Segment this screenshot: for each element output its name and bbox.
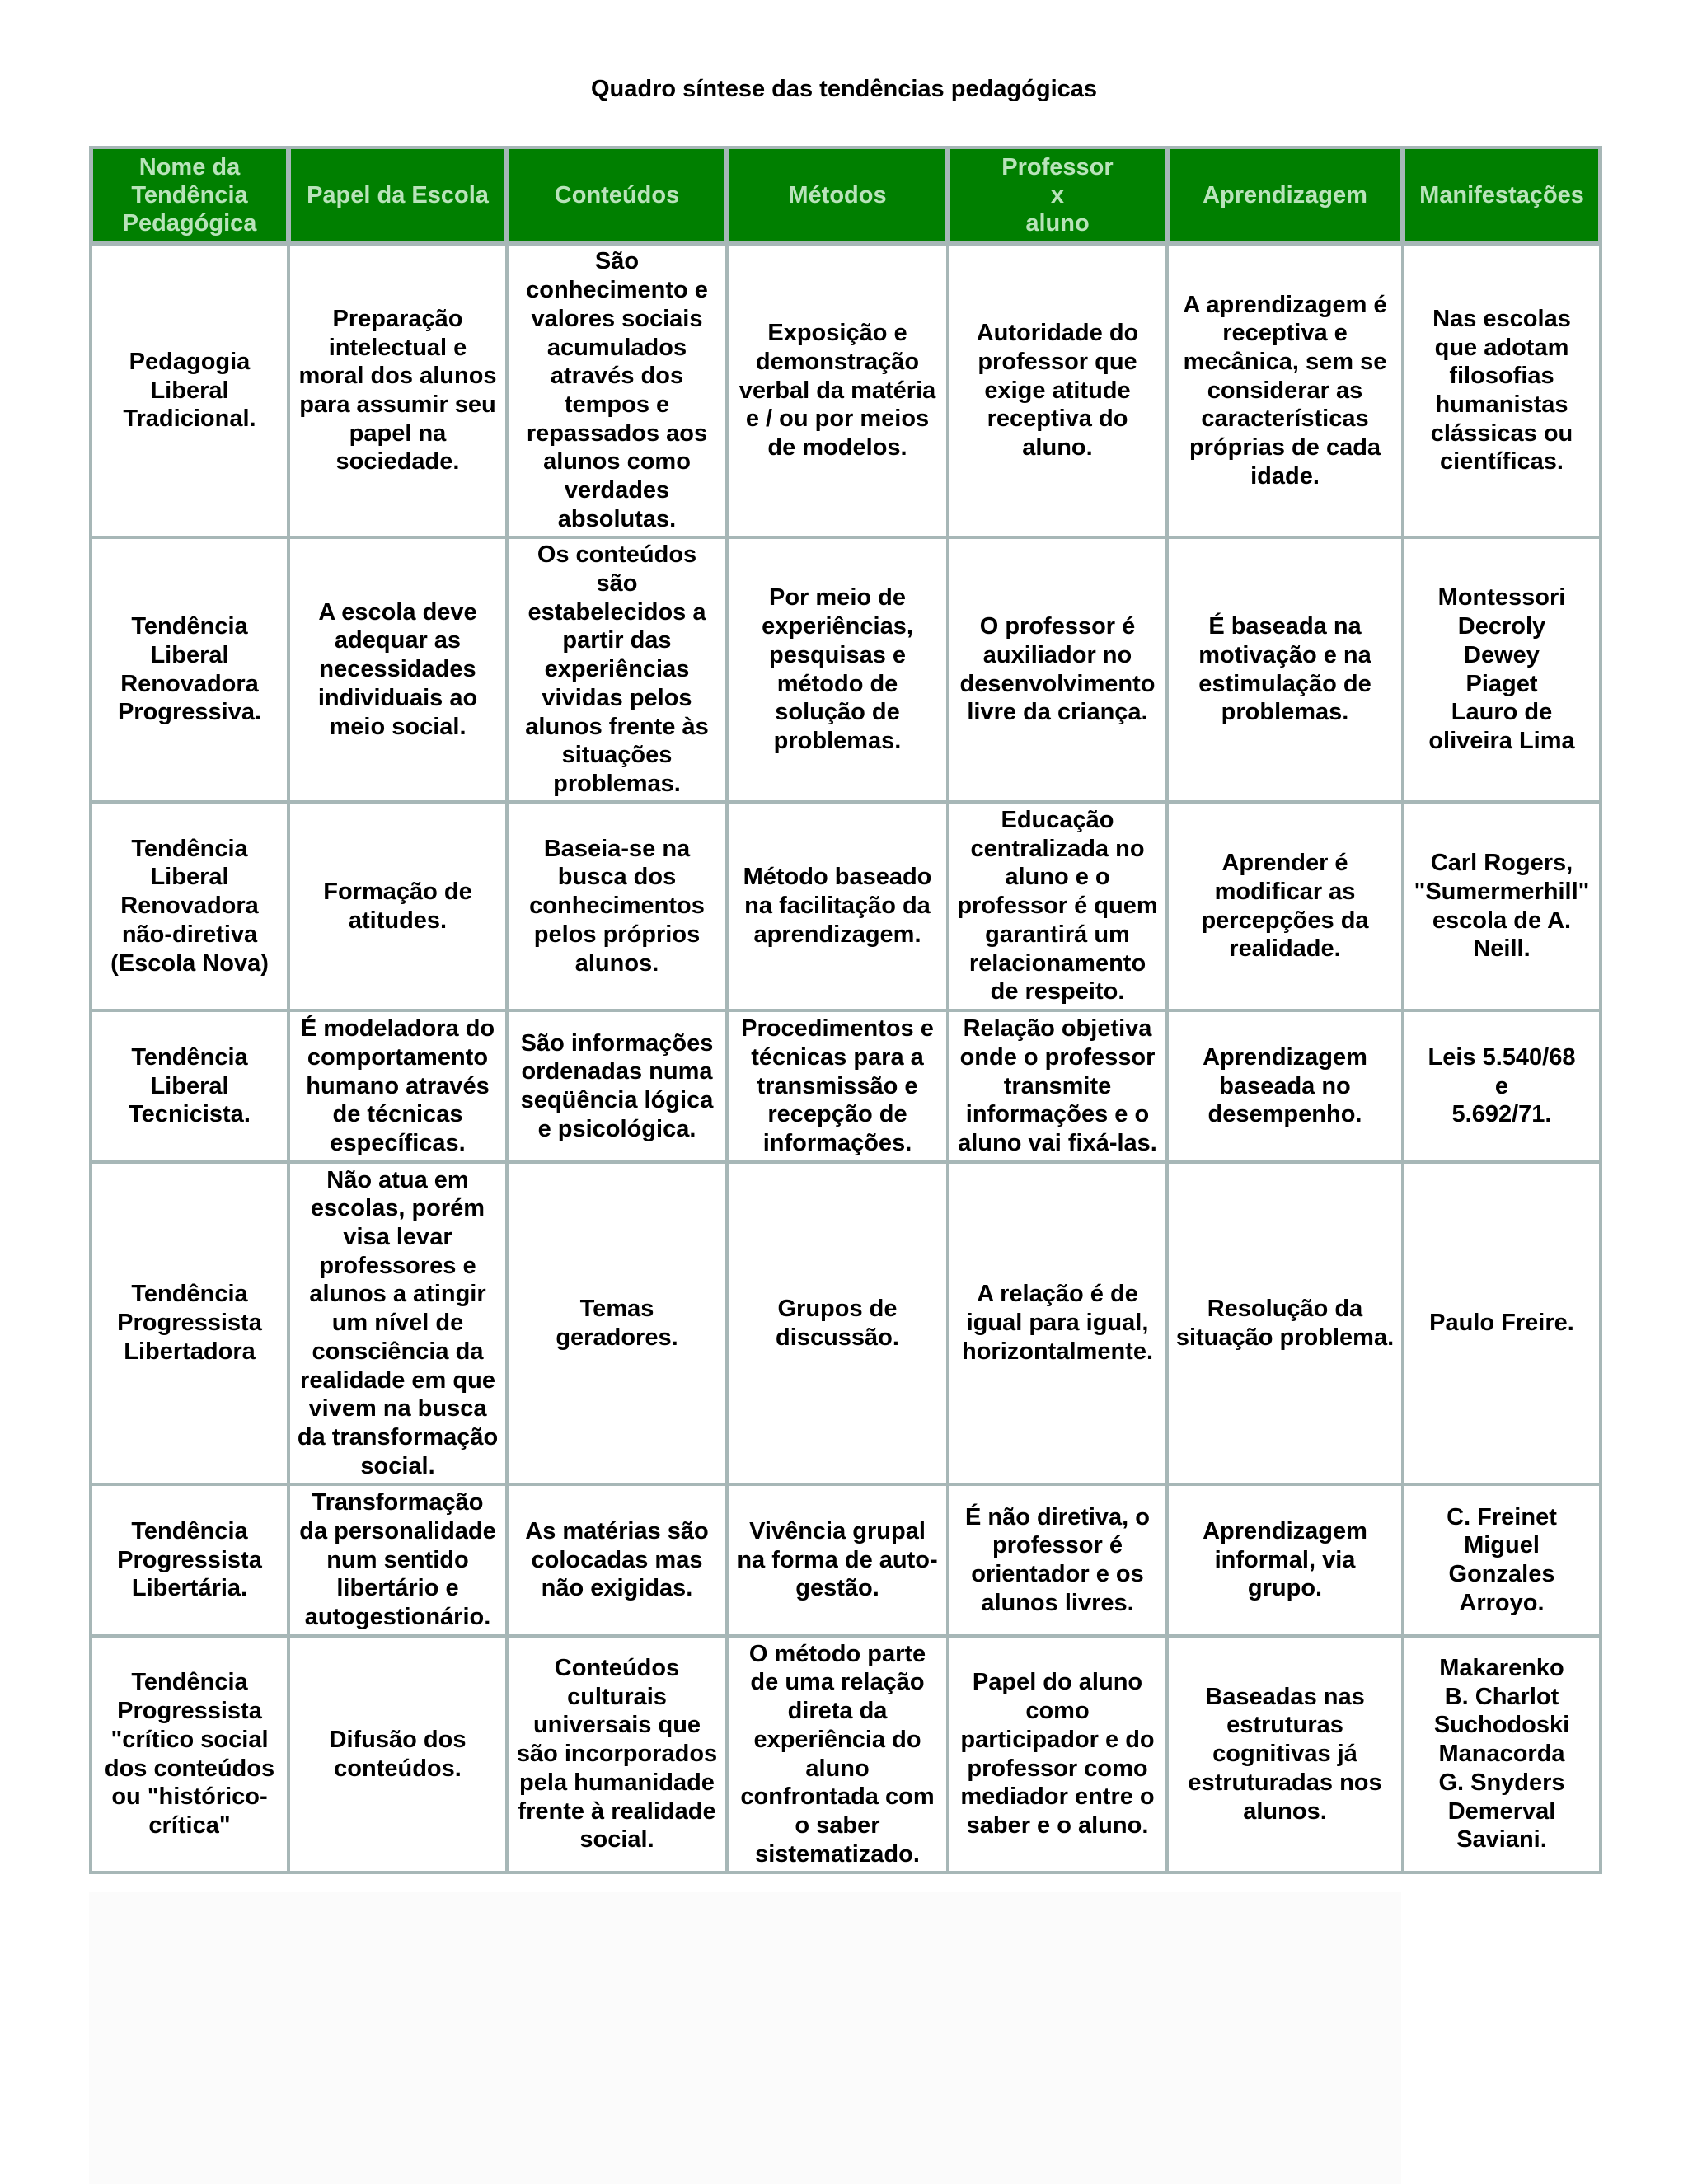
cell-manifestacoes: Makarenko B. Charlot Suchodoski Manacorda G. Snyders Demerval Saviani. (1403, 1636, 1601, 1872)
cell-manifestacoes: Carl Rogers, "Sumermerhill" escola de A. Neill. (1403, 802, 1601, 1010)
cell-professor: É não diretiva, o professor é orientador e os alunos livres. (948, 1484, 1167, 1636)
cell-manifestacoes: C. Freinet Miguel Gonzales Arroyo. (1403, 1484, 1601, 1636)
cell-metodos: O método parte de uma relação direta da experiência do aluno confrontada com o saber sistematizado. (727, 1636, 948, 1872)
cell-metodos: Procedimentos e técnicas para a transmissão e recepção de informações. (727, 1010, 948, 1162)
cell-conteudos: São conhecimento e valores sociais acumulados através dos tempos e repassados aos alunos como verdades absolutas. (507, 244, 727, 537)
cell-metodos: Método baseado na facilitação da aprendizagem. (727, 802, 948, 1010)
header-row (91, 148, 1601, 244)
cell-professor: O professor é auxiliador no desenvolvimento livre da criança. (948, 537, 1167, 802)
cell-aprendizagem: Aprendizagem informal, via grupo. (1167, 1484, 1403, 1636)
cell-nome: Tendência Liberal Renovadora Progressiva. (91, 537, 288, 802)
cell-aprendizagem: Aprender é modificar as percepções da realidade. (1167, 802, 1403, 1010)
cell-aprendizagem: A aprendizagem é receptiva e mecânica, sem se considerar as características próprias de cada idade. (1167, 244, 1403, 537)
table-row (91, 1010, 1601, 1162)
cell-nome: Tendência Liberal Renovadora não-diretiva (Escola Nova) (91, 802, 288, 1010)
cell-aprendizagem: É baseada na motivação e na estimulação de problemas. (1167, 537, 1403, 802)
cell-professor: Papel do aluno como participador e do professor como mediador entre o saber e o aluno. (948, 1636, 1167, 1872)
cell-professor: Educação centralizada no aluno e o professor é quem garantirá um relacionamento de respeito. (948, 802, 1167, 1010)
header-professor-aluno: Professor x aluno (948, 148, 1167, 244)
cell-professor: Autoridade do professor que exige atitude receptiva do aluno. (948, 244, 1167, 537)
cell-papel: É modeladora do comportamento humano através de técnicas específicas. (288, 1010, 507, 1162)
header-nome-tendencia: Nome da Tendência Pedagógica (91, 148, 288, 244)
table-row (91, 802, 1601, 1010)
cell-manifestacoes: Nas escolas que adotam filosofias humanistas clássicas ou científicas. (1403, 244, 1601, 537)
cell-metodos: Por meio de experiências, pesquisas e método de solução de problemas. (727, 537, 948, 802)
cell-metodos: Exposição e demonstração verbal da matéria e / ou por meios de modelos. (727, 244, 948, 537)
header-manifestacoes: Manifestações (1403, 148, 1601, 244)
cell-metodos: Grupos de discussão. (727, 1162, 948, 1484)
cell-professor: Relação objetiva onde o professor transmite informações e o aluno vai fixá-las. (948, 1010, 1167, 1162)
cell-papel: Formação de atitudes. (288, 802, 507, 1010)
cell-nome: Pedagogia Liberal Tradicional. (91, 244, 288, 537)
table-row (91, 1636, 1601, 1872)
page-title: Quadro síntese das tendências pedagógicas (590, 76, 1098, 102)
cell-nome: Tendência Progressista Libertadora (91, 1162, 288, 1484)
cell-manifestacoes: Leis 5.540/68 e 5.692/71. (1403, 1010, 1601, 1162)
cell-papel: Difusão dos conteúdos. (288, 1636, 507, 1872)
synthesis-table (89, 146, 1602, 1874)
cell-nome: Tendência Progressista "crítico social dos conteúdos ou "histórico- crítica" (91, 1636, 288, 1872)
header-papel-escola: Papel da Escola (288, 148, 507, 244)
page-footer-area (89, 1892, 1401, 2184)
cell-conteudos: Baseia-se na busca dos conhecimentos pelos próprios alunos. (507, 802, 727, 1010)
cell-conteudos: São informações ordenadas numa seqüência lógica e psicológica. (507, 1010, 727, 1162)
table-row (91, 1162, 1601, 1484)
cell-conteudos: Os conteúdos são estabelecidos a partir das experiências vividas pelos alunos frente às situações problemas. (507, 537, 727, 802)
cell-nome: Tendência Liberal Tecnicista. (91, 1010, 288, 1162)
table-row (91, 1484, 1601, 1636)
table-row (91, 537, 1601, 802)
cell-manifestacoes: Montessori Decroly Dewey Piaget Lauro de oliveira Lima (1403, 537, 1601, 802)
cell-professor: A relação é de igual para igual, horizontalmente. (948, 1162, 1167, 1484)
cell-papel: Preparação intelectual e moral dos alunos para assumir seu papel na sociedade. (288, 244, 507, 537)
cell-conteudos: Temas geradores. (507, 1162, 727, 1484)
cell-aprendizagem: Aprendizagem baseada no desempenho. (1167, 1010, 1403, 1162)
table-row (91, 244, 1601, 537)
cell-papel: Transformação da personalidade num sentido libertário e autogestionário. (288, 1484, 507, 1636)
cell-nome: Tendência Progressista Libertária. (91, 1484, 288, 1636)
cell-papel: A escola deve adequar as necessidades individuais ao meio social. (288, 537, 507, 802)
cell-metodos: Vivência grupal na forma de auto- gestão. (727, 1484, 948, 1636)
header-aprendizagem: Aprendizagem (1167, 148, 1403, 244)
cell-manifestacoes: Paulo Freire. (1403, 1162, 1601, 1484)
cell-papel: Não atua em escolas, porém visa levar professores e alunos a atingir um nível de consciência da realidade em que vivem na busca da transformação social. (288, 1162, 507, 1484)
cell-aprendizagem: Baseadas nas estruturas cognitivas já estruturadas nos alunos. (1167, 1636, 1403, 1872)
header-metodos: Métodos (727, 148, 948, 244)
cell-conteudos: As matérias são colocadas mas não exigidas. (507, 1484, 727, 1636)
cell-aprendizagem: Resolução da situação problema. (1167, 1162, 1403, 1484)
header-conteudos: Conteúdos (507, 148, 727, 244)
cell-conteudos: Conteúdos culturais universais que são incorporados pela humanidade frente à realidade social. (507, 1636, 727, 1872)
